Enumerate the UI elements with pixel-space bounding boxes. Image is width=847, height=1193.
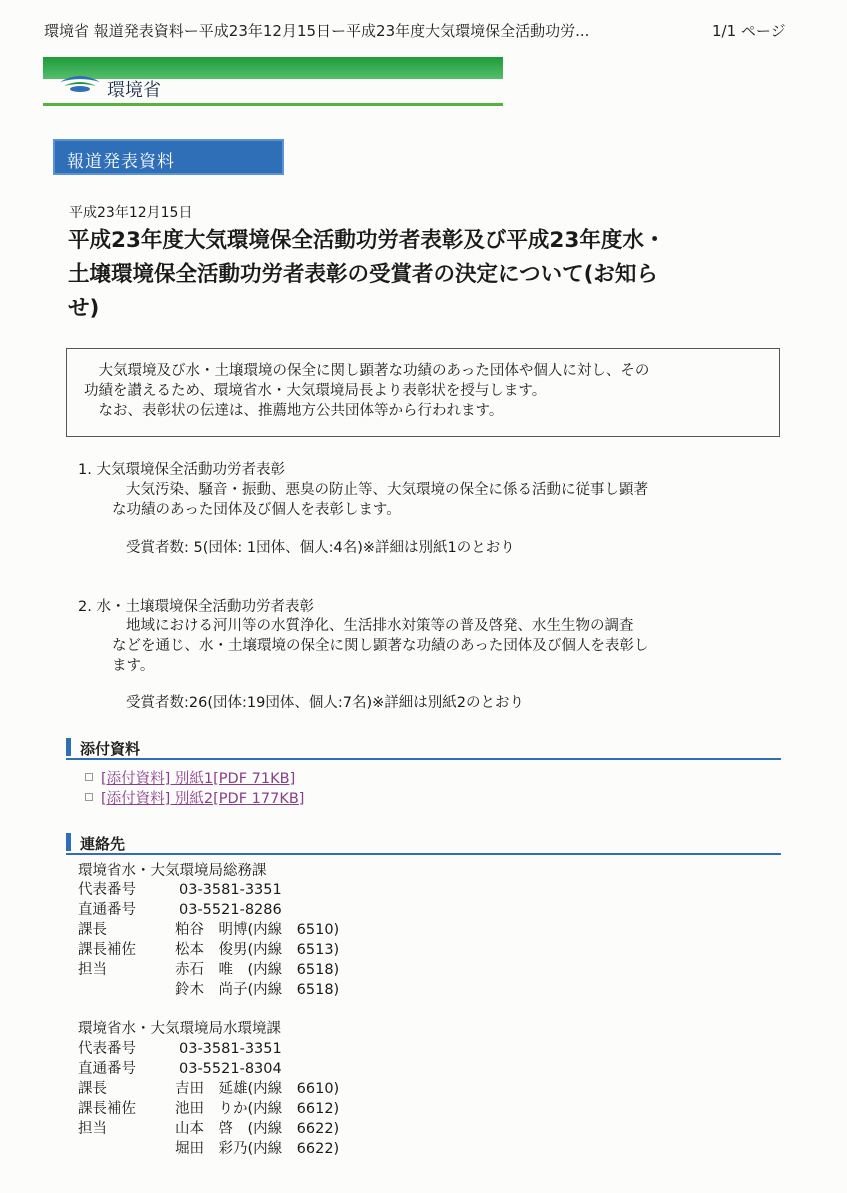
contact-label: 直通番号 — [78, 902, 136, 918]
page-indicator: 1/1 ページ — [712, 22, 786, 40]
contacts-divider — [66, 853, 781, 855]
contact-value: 03-3581-3351 — [179, 1041, 282, 1057]
contact-label: 代表番号 — [78, 882, 136, 898]
title-line: 平成23年度大気環境保全活動功労者表彰及び平成23年度水・ — [68, 228, 666, 253]
contact-value: 山本 啓 (内線 6622) — [175, 1121, 340, 1137]
section-1-awardees: 受賞者数: 5(団体: 1団体、個人:4名)※詳細は別紙1のとおり — [126, 540, 515, 556]
header-divider — [43, 103, 503, 106]
summary-line: 功績を讃えるため、環境省水・大気環境局長より表彰状を授与します。 — [84, 383, 547, 399]
contact-dept: 環境省水・大気環境局水環境課 — [78, 1021, 281, 1037]
contact-dept: 環境省水・大気環境局総務課 — [78, 863, 267, 879]
section-2-body-line: ます。 — [112, 658, 155, 674]
contact-label: 代表番号 — [78, 1041, 136, 1057]
list-bullet-icon — [85, 773, 93, 781]
contact-value: 吉田 延雄(内線 6610) — [175, 1081, 340, 1097]
contact-label: 課長補佐 — [78, 1101, 136, 1117]
contact-label: 課長 — [78, 1081, 107, 1097]
contact-value: 赤石 唯 (内線 6518) — [175, 962, 340, 978]
contact-value: 松本 俊男(内線 6513) — [175, 942, 340, 958]
list-bullet-icon — [85, 793, 93, 801]
contact-value: 03-5521-8304 — [179, 1061, 282, 1077]
browser-title: 環境省 報道発表資料ー平成23年12月15日ー平成23年度大気環境保全活動功労... — [44, 22, 590, 40]
contact-label: 担当 — [78, 962, 107, 978]
contact-value: 鈴木 尚子(内線 6518) — [175, 982, 340, 998]
contact-value: 03-3581-3351 — [179, 882, 282, 898]
contact-label: 課長 — [78, 922, 107, 938]
contacts-heading: 連絡先 — [80, 835, 126, 853]
section-1-body-line: な功績のあった団体及び個人を表彰します。 — [112, 502, 401, 518]
release-date: 平成23年12月15日 — [69, 205, 193, 221]
attachment-link-1[interactable]: [添付資料] 別紙1[PDF 71KB] — [101, 771, 296, 787]
contact-label: 担当 — [78, 1121, 107, 1137]
title-line: せ) — [68, 296, 100, 321]
section-2-body-line: 地域における河川等の水質浄化、生活排水対策等の普及啓発、水生生物の調査 — [126, 618, 634, 634]
contact-value: 池田 りか(内線 6612) — [175, 1101, 340, 1117]
contacts-heading-marker — [66, 833, 71, 851]
summary-line: 大気環境及び水・土壌環境の保全に関し顕著な功績のあった団体や個人に対し、その — [84, 363, 650, 379]
section-2-body-line: などを通じ、水・土壌環境の保全に関し顕著な功績のあった団体及び個人を表彰し — [112, 638, 649, 654]
section-2-heading: 2. 水・土壌環境保全活動功労者表彰 — [78, 599, 314, 615]
ministry-logo-icon[interactable] — [58, 68, 102, 100]
summary-text — [84, 361, 774, 421]
contact-label: 課長補佐 — [78, 942, 136, 958]
section-1-heading: 1. 大気環境保全活動功労者表彰 — [78, 462, 285, 478]
ministry-logo-text[interactable]: 環境省 — [107, 80, 161, 101]
contact-value: 粕谷 明博(内線 6510) — [175, 922, 340, 938]
contact-value: 堀田 彩乃(内線 6622) — [175, 1141, 340, 1157]
section-2-awardees: 受賞者数:26(団体:19団体、個人:7名)※詳細は別紙2のとおり — [126, 695, 524, 711]
summary-line: なお、表彰状の伝達は、推薦地方公共団体等から行われます。 — [84, 403, 504, 419]
attachments-divider — [66, 758, 781, 760]
section-1-body-line: 大気汚染、騒音・振動、悪臭の防止等、大気環境の保全に係る活動に従事し顕著 — [126, 482, 648, 498]
title-line: 土壌環境保全活動功労者表彰の受賞者の決定について(お知ら — [68, 262, 658, 287]
attachment-link-2[interactable]: [添付資料] 別紙2[PDF 177KB] — [101, 791, 305, 807]
attachments-heading-marker — [66, 738, 71, 756]
page-title — [68, 224, 788, 326]
contact-label: 直通番号 — [78, 1061, 136, 1077]
attachments-heading: 添付資料 — [80, 740, 141, 758]
press-release-badge — [53, 139, 284, 175]
contact-value: 03-5521-8286 — [179, 902, 282, 918]
press-release-badge-label: 報道発表資料 — [67, 152, 175, 172]
